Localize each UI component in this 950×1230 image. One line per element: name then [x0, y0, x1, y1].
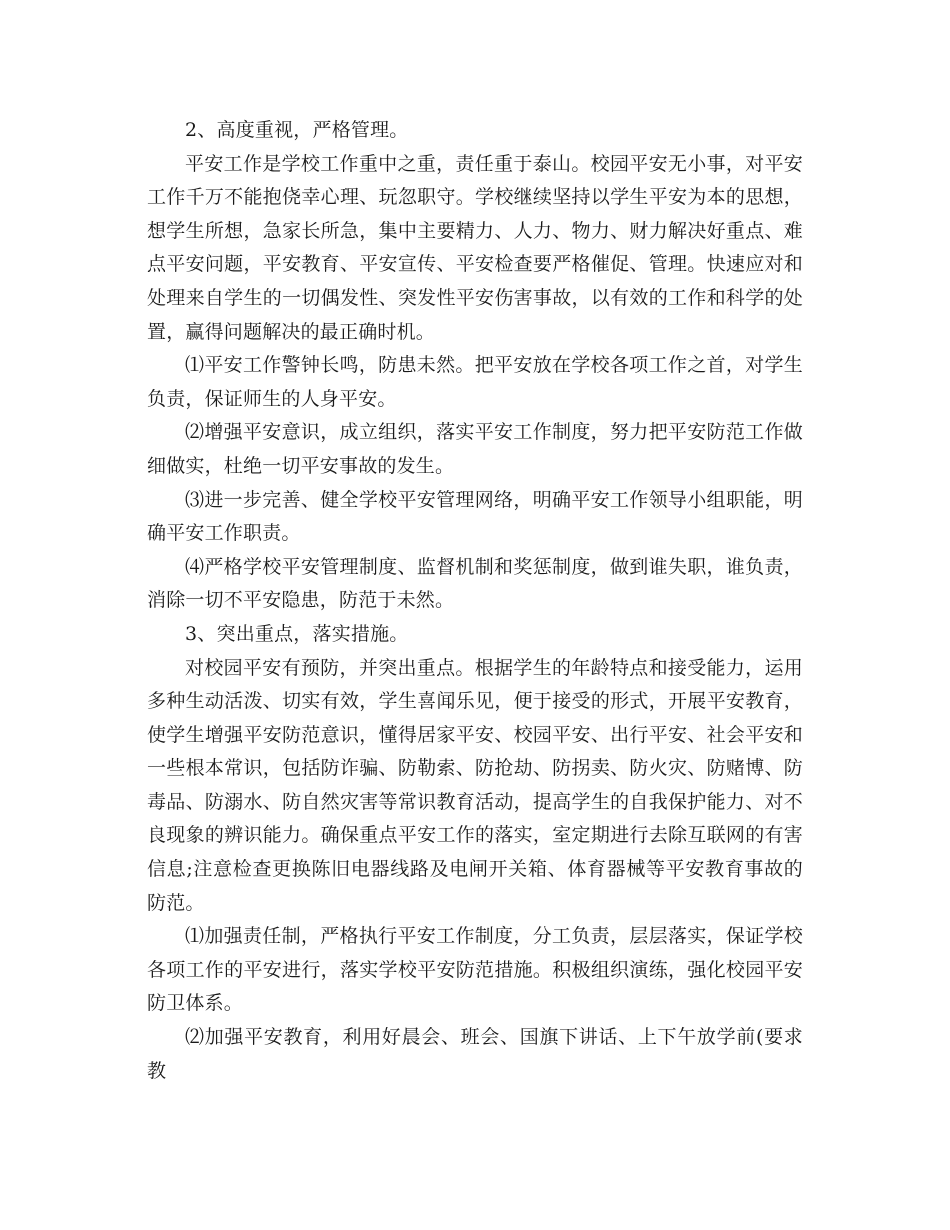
section-heading-3: 3、突出重点，落实措施。 — [185, 622, 409, 645]
body-paragraph: 平安工作是学校工作重中之重，责任重于泰山。校园平安无小事，对平安工作千万不能抱侥幸心理、玩忽职守。学校继续坚持以学生平安为本的思想，想学生所想，急家长所急，集中主要精力、人力、物力、财力解决好重点、难点平安问题，平安教育、平安宣传、平安检查要严格催促、管理。快速应对和处理来自学生的一切偶发性、突发性平安伤害事故，以有效的工作和科学的处置，赢得问题解决的最正确时机。 — [147, 152, 803, 343]
list-item-1: ⑴加强责任制，严格执行平安工作制度，分工负责，层层落实，保证学校各项工作的平安进行，落实学校平安防范措施。积极组织演练，强化校园平安防卫体系。 — [147, 925, 803, 1015]
list-item-2: ⑵增强平安意识，成立组织，落实平安工作制度，努力把平安防范工作做细做实，杜绝一切平安事故的发生。 — [147, 421, 803, 477]
list-item-4: ⑷严格学校平安管理制度、监督机制和奖惩制度，做到谁失职，谁负责，消除一切不平安隐患，防范于未然。 — [147, 555, 803, 612]
body-paragraph: 对校园平安有预防，并突出重点。根据学生的年龄特点和接受能力，运用多种生动活泼、切实有效，学生喜闻乐见，便于接受的形式，开展平安教育，使学生增强平安防范意识，懂得居家平安、校园平安、出行平安、社会平安和一些根本常识，包括防诈骗、防勒索、防抢劫、防拐卖、防火灾、防赌博、防毒品、防溺水、防自然灾害等常识教育活动，提高学生的自我保护能力、对不良现象的辨识能力。确保重点平安工作的落实，室定期进行去除互联网的有害信息;注意检查更换陈旧电器线路及电闸开关箱、体育器械等平安教育事故的防范。 — [147, 656, 803, 914]
list-item-1: ⑴平安工作警钟长鸣，防患未然。把平安放在学校各项工作之首，对学生负责，保证师生的人身平安。 — [147, 354, 803, 410]
document-body — [147, 114, 803, 1088]
list-item-2: ⑵加强平安教育，利用好晨会、班会、国旗下讲话、上下午放学前(要求教 — [147, 1026, 803, 1082]
list-item-3: ⑶进一步完善、健全学校平安管理网络，明确平安工作领导小组职能，明确平安工作职责。 — [147, 488, 803, 545]
section-heading-2: 2、高度重视，严格管理。 — [185, 119, 409, 141]
